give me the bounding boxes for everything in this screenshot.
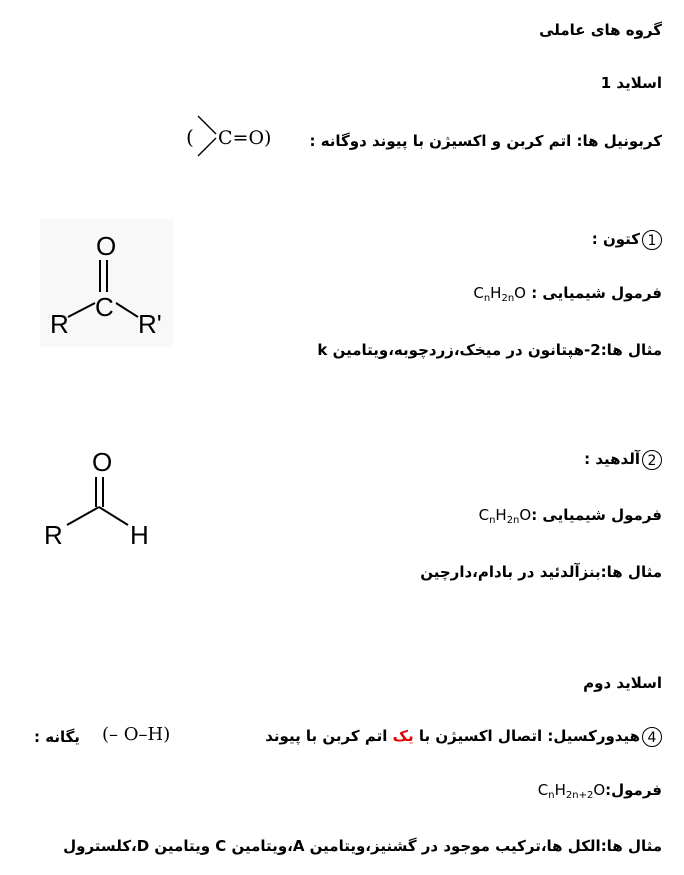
aldehyde-structure xyxy=(40,441,160,553)
ketone-heading xyxy=(592,229,662,250)
svg-text:(: ( xyxy=(186,125,194,149)
aldehyde-h-label: H xyxy=(130,520,149,550)
ketone-number: 1 xyxy=(642,230,662,250)
hydroxyl-notation: (– O–H) xyxy=(102,724,171,745)
ketone-formula: $C_nH_{2n}O$ xyxy=(473,284,526,304)
hydroxyl-text-end: یگانه : xyxy=(34,728,80,746)
ketone-name: کتون : xyxy=(591,230,640,248)
ketone-r-label: R xyxy=(50,309,69,339)
aldehyde-name: آلدهید : xyxy=(584,450,640,468)
hydroxyl-formula: $C_nH_{2n+2}O$ xyxy=(537,781,606,801)
ketone-o-label: O xyxy=(96,231,117,261)
aldehyde-number: 2 xyxy=(642,450,662,470)
hydroxyl-formula-label: فرمول: xyxy=(605,781,662,799)
carbonyl-notation xyxy=(184,110,284,160)
ketone-structure xyxy=(40,219,173,347)
svg-text:C=O): C=O) xyxy=(218,127,272,149)
hydroxyl-text-before: هیدورکسیل: اتصال اکسیژن با xyxy=(418,727,640,745)
ketone-formula-line xyxy=(469,283,662,309)
aldehyde-formula-line xyxy=(479,505,662,531)
slide-1-label: اسلاید 1 xyxy=(600,74,662,92)
hydroxyl-heading xyxy=(265,726,662,747)
carbonyl-label: کربونیل ها: اتم کربن و اکسیژن با پیوند دوگانه : xyxy=(309,132,662,150)
ketone-r2-label: R' xyxy=(138,309,162,339)
aldehyde-o-label: O xyxy=(92,447,113,477)
ketone-formula-label: فرمول شیمیایی : xyxy=(531,284,662,302)
carbonyl-line xyxy=(309,131,662,151)
slide-2-label: اسلاید دوم xyxy=(583,674,662,692)
aldehyde-r-label: R xyxy=(44,520,63,550)
aldehyde-heading xyxy=(584,449,662,470)
ketone-examples: مثال ها:2-هپتانون در میخک،زردچوبه،ویتامین k xyxy=(317,341,662,359)
aldehyde-examples: مثال ها:بنزآلدئید در بادام،دارچین xyxy=(420,563,662,581)
hydroxyl-examples: مثال ها:الکل ها،ترکیب موجود در گشنیز،ویتامین A،ویتامین C ویتامین D،کلسترول xyxy=(63,837,662,855)
hydroxyl-formula-line xyxy=(538,780,662,806)
hydroxyl-text-red: یک xyxy=(392,727,414,745)
hydroxyl-text-after: اتم کربن با پیوند xyxy=(265,727,388,745)
page-title: گروه های عاملی xyxy=(539,21,662,39)
hydroxyl-number: 4 xyxy=(642,727,662,747)
aldehyde-formula: $C_nH_{2n}O$ xyxy=(478,506,532,526)
ketone-c-label: C xyxy=(95,292,114,322)
aldehyde-formula-label: فرمول شیمیایی : xyxy=(531,506,662,524)
